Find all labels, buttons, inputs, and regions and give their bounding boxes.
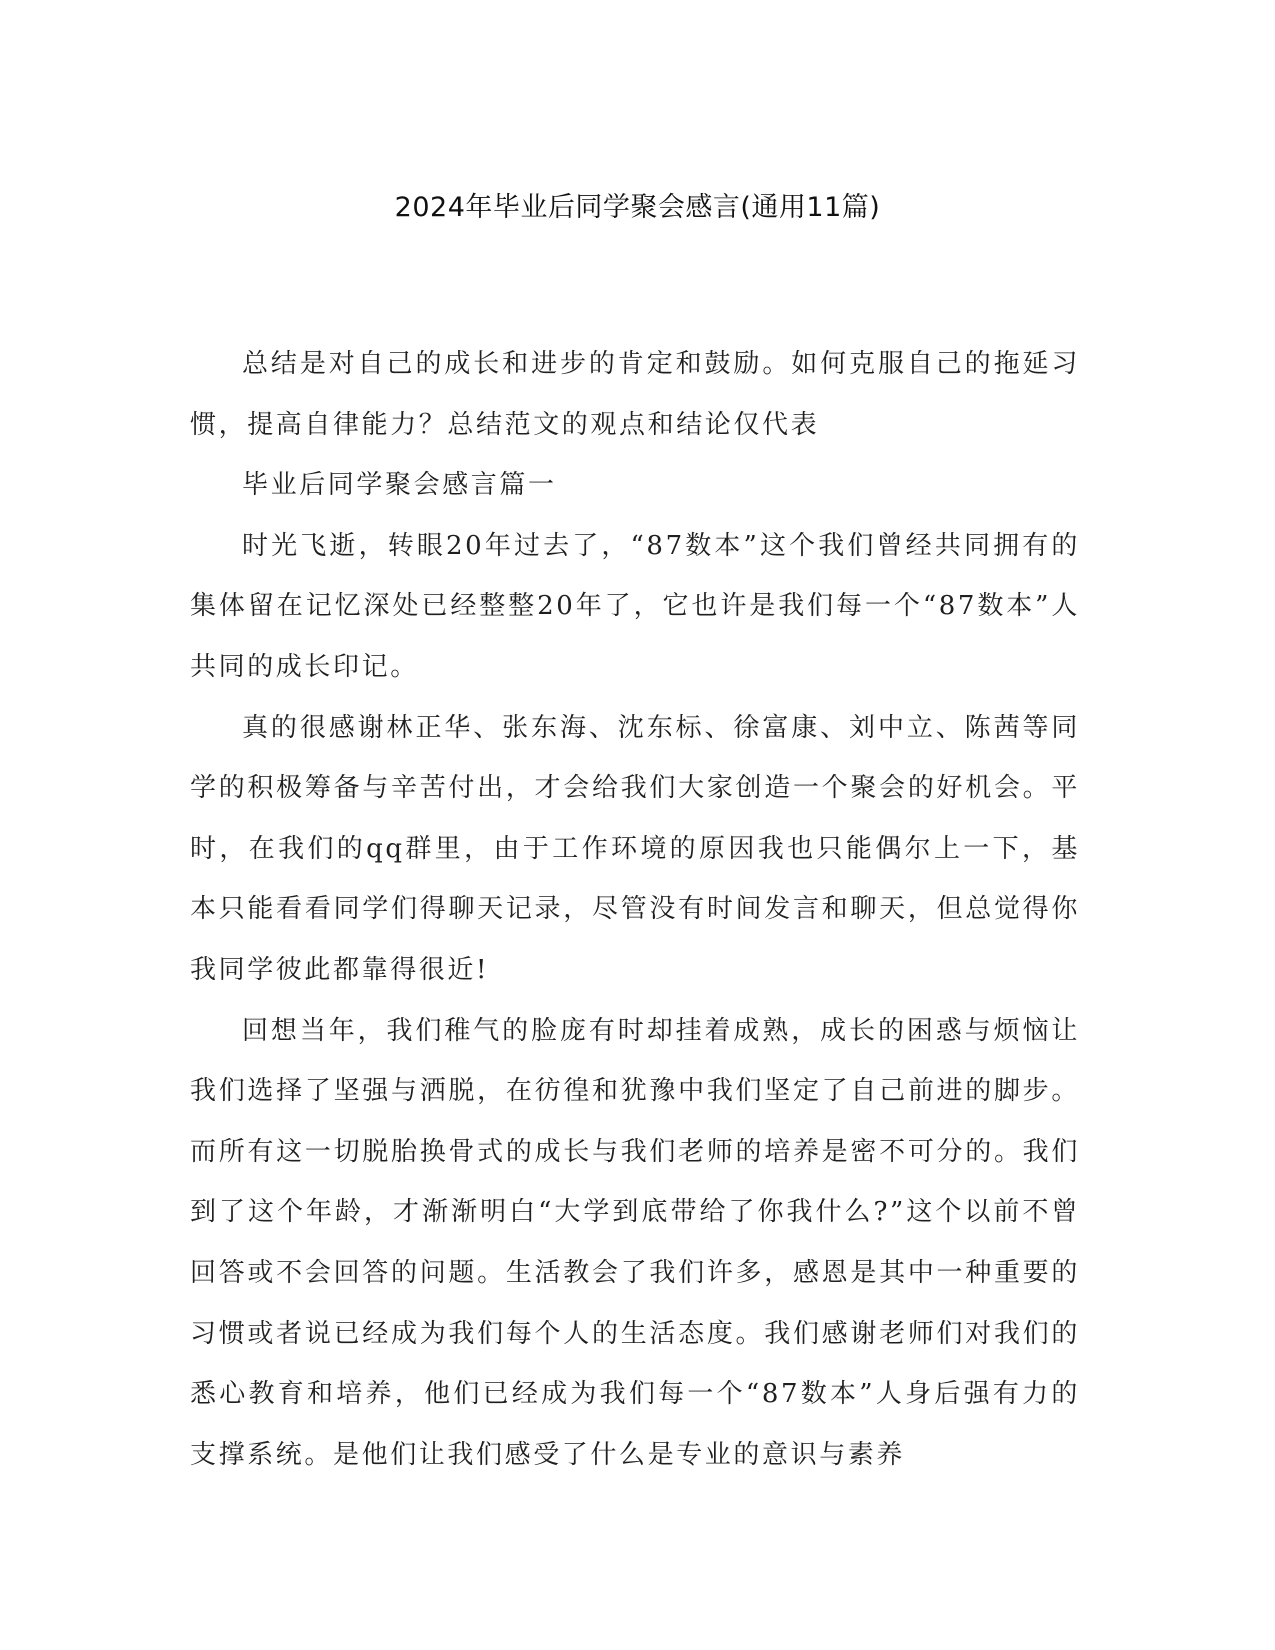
body-paragraph: 真的很感谢林正华、张东海、沈东标、徐富康、刘中立、陈茜等同学的积极筹备与辛苦付出，才会给我们大家创造一个聚会的好机会。平时，在我们的qq群里，由于工作环境的原因我也只能偶尔上一下，基本只能看看同学们得聊天记录，尽管没有时间发言和聊天，但总觉得你我同学彼此都靠得很近! — [190, 712, 1080, 985]
document-body — [190, 334, 1080, 1485]
document-title: 2024年毕业后同学聚会感言(通用11篇) — [394, 192, 881, 223]
body-paragraph: 时光飞逝，转眼20年过去了，“87数本”这个我们曾经共同拥有的集体留在记忆深处已经整整20年了，它也许是我们每一个“87数本”人共同的成长印记。 — [190, 530, 1080, 682]
section-heading: 毕业后同学聚会感言篇一 — [242, 470, 557, 501]
body-paragraph: 回想当年，我们稚气的脸庞有时却挂着成熟，成长的困惑与烦恼让我们选择了坚强与洒脱，在彷徨和犹豫中我们坚定了自己前进的脚步。而所有这一切脱胎换骨式的成长与我们老师的培养是密不可分的。我们到了这个年龄，才渐渐明白“大学到底带给了你我什么?”这个以前不曾回答或不会回答的问题。生活教会了我们许多，感恩是其中一种重要的习惯或者说已经成为我们每个人的生活态度。我们感谢老师们对我们的悉心教育和培养，他们已经成为我们每一个“87数本”人身后强有力的支撑系统。是他们让我们感受了什么是专业的意识与素养 — [190, 1015, 1080, 1470]
intro-paragraph: 总结是对自己的成长和进步的肯定和鼓励。如何克服自己的拖延习惯，提高自律能力？总结范文的观点和结论仅代表 — [190, 349, 1080, 440]
